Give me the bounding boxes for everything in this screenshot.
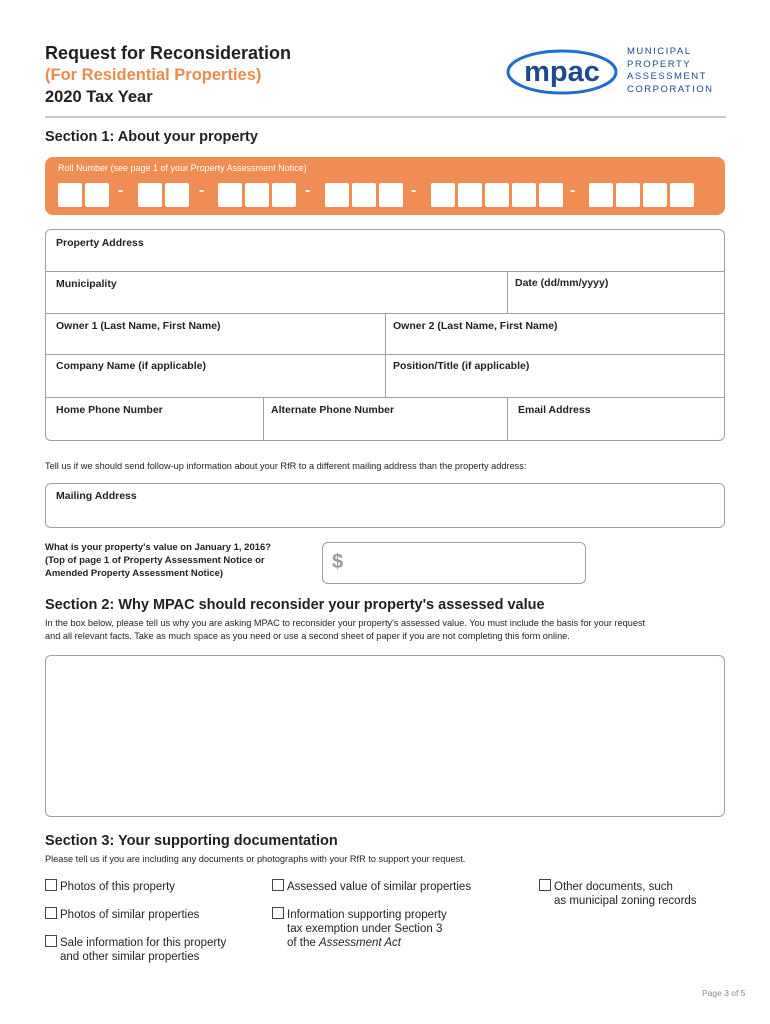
roll-digit-cell[interactable] xyxy=(218,183,242,207)
checkbox-icon[interactable] xyxy=(45,879,57,891)
roll-digit-cell[interactable] xyxy=(138,183,162,207)
mpac-logo xyxy=(506,44,622,96)
owner1-field[interactable]: Owner 1 (Last Name, First Name) xyxy=(56,320,221,332)
roll-digit-cell[interactable] xyxy=(589,183,613,207)
dollar-sign: $ xyxy=(332,551,344,573)
roll-digit-cell[interactable] xyxy=(165,183,189,207)
checkbox-icon[interactable] xyxy=(45,935,57,947)
roll-digit-cell[interactable] xyxy=(431,183,455,207)
page-number: Page 3 of 5 xyxy=(702,988,746,998)
property-value-input[interactable] xyxy=(322,542,586,584)
section2-instructions: In the box below, please tell us why you are asking MPAC to reconsider your property's assessed value. You must include the basis for your request and all relevant facts. Take as much space as you need or use a second sheet of paper if you are not completing this form online. xyxy=(45,618,646,641)
roll-digit-cell[interactable] xyxy=(325,183,349,207)
checkbox-photos-this-property[interactable]: Photos of this property xyxy=(45,879,175,894)
roll-digit-cell[interactable] xyxy=(539,183,563,207)
grid-divider xyxy=(385,314,386,397)
roll-digit-cell[interactable] xyxy=(485,183,509,207)
section3-heading: Section 3: Your supporting documentation xyxy=(45,833,338,849)
grid-divider xyxy=(46,397,724,398)
grid-divider xyxy=(46,271,724,272)
roll-digit-cell[interactable] xyxy=(58,183,82,207)
municipality-field[interactable]: Municipality xyxy=(56,278,117,290)
roll-digit-cell[interactable] xyxy=(245,183,269,207)
section1-heading: Section 1: About your property xyxy=(45,129,258,145)
header-divider xyxy=(45,116,726,118)
grid-divider xyxy=(507,398,508,440)
checkbox-tax-exemption-info[interactable]: Information supporting property tax exemption under Section 3 of the Assessment Act xyxy=(272,907,447,950)
roll-digit-cell[interactable] xyxy=(512,183,536,207)
roll-digit-cell[interactable] xyxy=(352,183,376,207)
mpac-logo-icon xyxy=(506,44,622,96)
roll-digit-cell[interactable] xyxy=(272,183,296,207)
checkbox-icon[interactable] xyxy=(45,907,57,919)
logo-caption: MUNICIPAL PROPERTY ASSESSMENT CORPORATION xyxy=(627,46,714,95)
roll-separator: - xyxy=(199,182,205,199)
checkbox-icon[interactable] xyxy=(539,879,551,891)
tax-year: 2020 Tax Year xyxy=(45,88,153,106)
checkbox-icon[interactable] xyxy=(272,907,284,919)
grid-divider xyxy=(507,272,508,313)
roll-separator: - xyxy=(305,182,311,199)
section2-heading: Section 2: Why MPAC should reconsider your property's assessed value xyxy=(45,597,545,613)
property-address-field[interactable]: Property Address xyxy=(56,237,144,249)
roll-digit-cell[interactable] xyxy=(458,183,482,207)
checkbox-photos-similar[interactable]: Photos of similar properties xyxy=(45,907,199,922)
grid-divider xyxy=(263,398,264,440)
company-field[interactable]: Company Name (if applicable) xyxy=(56,360,206,372)
roll-separator: - xyxy=(411,182,417,199)
roll-digit-cell[interactable] xyxy=(670,183,694,207)
roll-digit-cell[interactable] xyxy=(379,183,403,207)
mailing-note: Tell us if we should send follow-up information about your RfR to a different mailing address than the property address: xyxy=(45,461,527,471)
roll-separator: - xyxy=(118,182,124,199)
form-title: Request for Reconsideration xyxy=(45,43,292,63)
checkbox-sale-information[interactable]: Sale information for this property and other similar properties xyxy=(45,935,226,964)
roll-digit-cell[interactable] xyxy=(616,183,640,207)
roll-number-label: Roll Number (see page 1 of your Property Assessment Notice) xyxy=(58,163,307,173)
form-subtitle: (For Residential Properties) xyxy=(45,66,262,84)
checkbox-other-documents[interactable]: Other documents, such as municipal zoning records xyxy=(539,879,697,908)
logo-word: mpac xyxy=(524,56,600,88)
roll-digit-cell[interactable] xyxy=(85,183,109,207)
section3-intro: Please tell us if you are including any documents or photographs with your RfR to support your request. xyxy=(45,854,466,864)
position-field[interactable]: Position/Title (if applicable) xyxy=(393,360,530,372)
checkbox-icon[interactable] xyxy=(272,879,284,891)
home-phone-field[interactable]: Home Phone Number xyxy=(56,404,163,416)
roll-digit-cell[interactable] xyxy=(643,183,667,207)
mailing-address-box[interactable] xyxy=(45,483,725,528)
owner2-field[interactable]: Owner 2 (Last Name, First Name) xyxy=(393,320,558,332)
reconsideration-reason-textarea[interactable] xyxy=(45,655,725,817)
value-question: What is your property's value on January 1, 2016? (Top of page 1 of Property Assessment Notice or Amended Property Assessment Notice) xyxy=(45,542,272,579)
date-field[interactable]: Date (dd/mm/yyyy) xyxy=(515,277,609,289)
email-field[interactable]: Email Address xyxy=(518,404,591,416)
checkbox-assessed-value[interactable]: Assessed value of similar properties xyxy=(272,879,471,894)
roll-separator: - xyxy=(570,182,576,199)
alt-phone-field[interactable]: Alternate Phone Number xyxy=(271,404,395,416)
mailing-address-label: Mailing Address xyxy=(56,490,137,502)
